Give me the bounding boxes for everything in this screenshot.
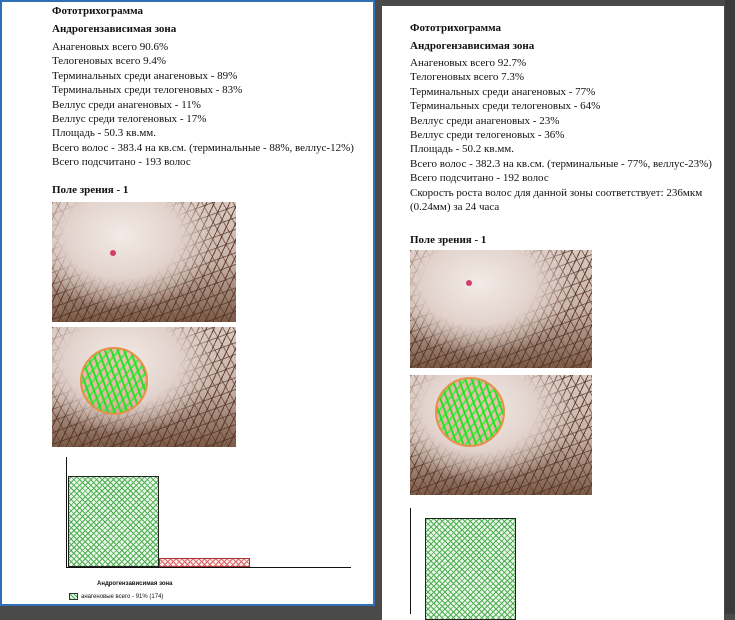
analysis-overlay (80, 347, 148, 415)
stat-line: Веллус среди анагеновых - 23% (410, 114, 560, 127)
legend-label: анагеновые всего - 91% (174) (81, 593, 164, 600)
document-page-right (382, 6, 724, 620)
stat-line: Телогеновых всего 7.3% (410, 71, 525, 84)
stat-line: Всего подсчитано - 192 волос (410, 172, 549, 185)
bar-telogen (159, 558, 250, 567)
stat-line: Терминальных среди телогеновых - 64% (410, 100, 601, 113)
stat-line: Веллус среди телогеновых - 17% (52, 113, 207, 126)
legend-swatch (69, 593, 78, 600)
stat-line: Терминальных среди анагеновых - 89% (52, 69, 238, 82)
y-axis (410, 508, 411, 614)
legend-item (69, 593, 163, 600)
stat-line: Терминальных среди телогеновых - 83% (52, 84, 243, 97)
field-title: Поле зрения - 1 (52, 184, 129, 196)
scalp-photo-analyzed (52, 327, 236, 447)
x-axis (66, 567, 351, 568)
field-title: Поле зрения - 1 (410, 234, 487, 246)
bar-anagen (68, 476, 159, 567)
scalp-photo (410, 250, 592, 368)
stats-list (52, 40, 367, 170)
marker-dot (110, 250, 116, 256)
document-page-left (0, 0, 375, 606)
stat-line: Площадь - 50.3 кв.мм. (52, 127, 157, 140)
zone-title: Андрогензависимая зона (410, 40, 535, 52)
bar-chart (52, 457, 357, 606)
stat-line: Всего подсчитано - 193 волос (52, 156, 191, 169)
stat-line: Веллус среди анагеновых - 11% (52, 98, 201, 111)
stat-line: Анагеновых всего 92.7% (410, 57, 527, 69)
stat-line: Телогеновых всего 9.4% (52, 55, 167, 68)
stat-line: Всего волос - 382.3 на кв.см. (терминальные - 77%, веллус-23%) (410, 157, 712, 170)
zone-title: Андрогензависимая зона (52, 23, 177, 35)
marker-dot (466, 280, 472, 286)
scalp-photo (52, 202, 236, 322)
stats-list (410, 56, 715, 214)
doc-title: Фототрихограмма (52, 5, 144, 17)
y-axis (66, 457, 67, 567)
scrollbar[interactable] (725, 0, 735, 614)
analysis-overlay (435, 377, 505, 447)
bar-chart (410, 508, 710, 614)
stat-line: Всего волос - 383.4 на кв.см. (терминальные - 88%, веллус-12%) (52, 141, 354, 154)
stat-line: Скорость роста волос для данной зоны соответствует: 236мкм (0.24мм) за 24 часа (410, 186, 703, 214)
stat-line: Терминальных среди анагеновых - 77% (410, 85, 596, 98)
doc-title: Фототрихограмма (410, 22, 502, 34)
stat-line: Веллус среди телогеновых - 36% (410, 129, 565, 142)
legend-title: Андрогензависимая зона (97, 581, 173, 587)
stat-line: Площадь - 50.2 кв.мм. (410, 143, 515, 156)
stat-line: Анагеновых всего 90.6% (52, 41, 169, 53)
scalp-photo-analyzed (410, 375, 592, 495)
bar-anagen (425, 518, 516, 620)
